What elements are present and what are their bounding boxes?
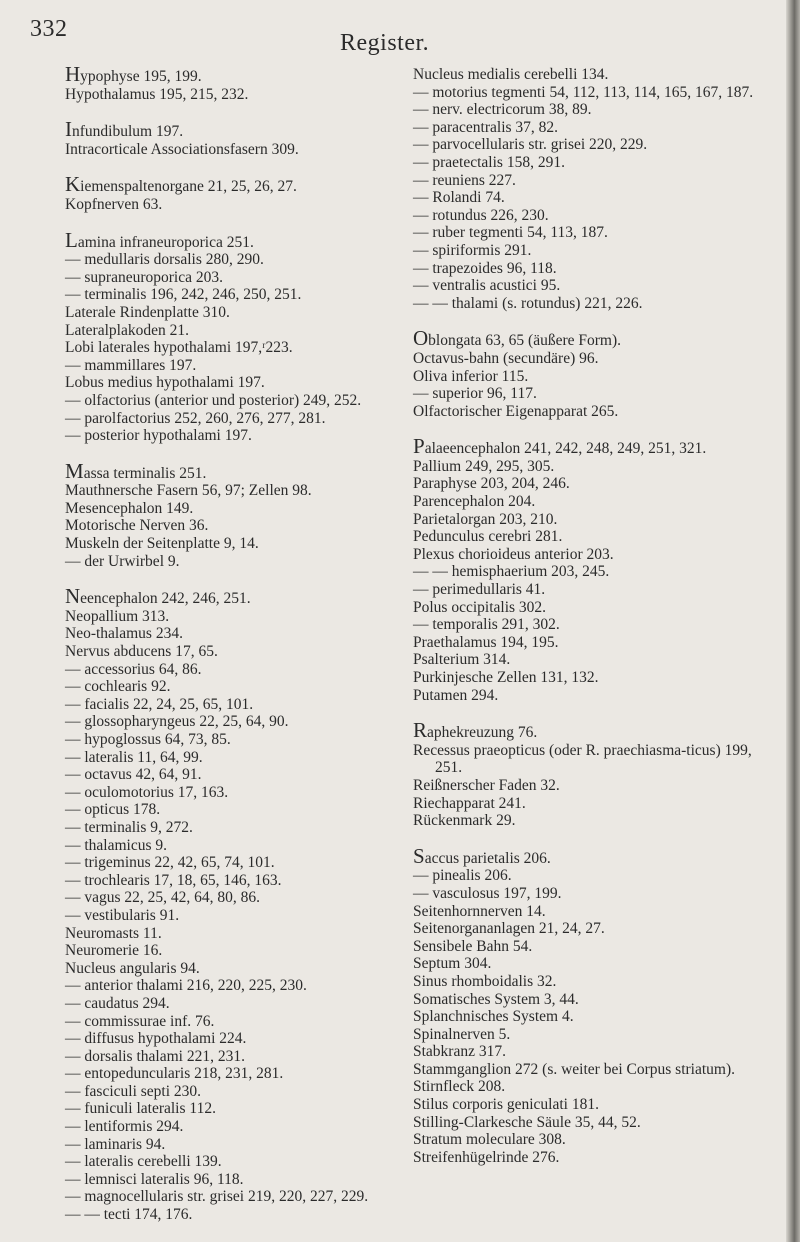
- index-entry: Neuromasts 11.: [65, 924, 162, 942]
- index-entry: Nucleus angularis 94.: [65, 959, 200, 977]
- index-group-r: [413, 718, 773, 830]
- index-entry: Seitenorgananlagen 21, 24, 27.: [413, 920, 605, 938]
- index-entry: Recessus praeopticus (oder R. praechiasma-ticus) 199, 251.: [413, 741, 752, 777]
- index-entry: Spinalnerven 5.: [413, 1025, 511, 1043]
- index-entry: — praetectalis 158, 291.: [413, 153, 565, 171]
- index-entry: — octavus 42, 64, 91.: [65, 766, 202, 784]
- index-entry: — vestibularis 91.: [65, 906, 180, 924]
- index-entry: Splanchnisches System 4.: [413, 1008, 574, 1026]
- index-entry: Raphekreuzung 76.: [413, 718, 538, 743]
- index-entry: — diffusus hypothalami 224.: [65, 1030, 247, 1048]
- index-entry: — commissurae inf. 76.: [65, 1012, 215, 1030]
- index-entry: — mammillares 197.: [65, 356, 197, 374]
- index-entry: Octavus-bahn (secundäre) 96.: [413, 349, 599, 367]
- index-column-left: [65, 62, 450, 1242]
- index-entry: — lateralis 11, 64, 99.: [65, 748, 203, 766]
- index-entry: — perimedullaris 41.: [413, 581, 546, 599]
- index-entry: — vasculosus 197, 199.: [413, 884, 562, 902]
- index-entry: — — thalami (s. rotundus) 221, 226.: [413, 294, 643, 312]
- index-entry: Neencephalon 242, 246, 251.: [65, 584, 251, 609]
- index-entry: — cochlearis 92.: [65, 678, 171, 696]
- index-entry: Stabkranz 317.: [413, 1043, 506, 1061]
- index-entry: — temporalis 291, 302.: [413, 616, 560, 634]
- index-entry: — parolfactorius 252, 260, 276, 277, 281.: [65, 409, 326, 427]
- index-group-m: [65, 458, 450, 571]
- index-entry: — medullaris dorsalis 280, 290.: [65, 251, 264, 269]
- index-entry: Oliva inferior 115.: [413, 367, 529, 385]
- index-entry: Saccus parietalis 206.: [413, 843, 551, 868]
- index-entry: — oculomotorius 17, 163.: [65, 783, 229, 801]
- index-entry: Lamina infraneuroporica 251.: [65, 227, 254, 252]
- index-entry: Olfactorischer Eigenapparat 265.: [413, 402, 619, 420]
- index-group-p: [413, 434, 773, 704]
- index-entry: Lobi laterales hypothalami 197,ʳ223.: [65, 339, 293, 357]
- index-entry: Lobus medius hypothalami 197.: [65, 374, 265, 392]
- index-entry: — lateralis cerebelli 139.: [65, 1153, 222, 1171]
- page-edge: [786, 0, 800, 1242]
- index-entry: — thalamicus 9.: [65, 836, 168, 854]
- index-entry: — entopeduncularis 218, 231, 281.: [65, 1065, 284, 1083]
- index-entry: Neuromerie 16.: [65, 942, 163, 960]
- index-entry: — motorius tegmenti 54, 112, 113, 114, 165, 167, 187.: [413, 83, 754, 101]
- index-entry: Putamen 294.: [413, 686, 499, 704]
- index-entry: — opticus 178.: [65, 801, 161, 819]
- index-entry: Streifenhügelrinde 276.: [413, 1148, 560, 1166]
- index-entry: Muskeln der Seitenplatte 9, 14.: [65, 535, 259, 553]
- index-entry: — glossopharyngeus 22, 25, 64, 90.: [65, 713, 289, 731]
- index-entry: Nucleus medialis cerebelli 134.: [413, 66, 609, 83]
- index-entry: — superior 96, 117.: [413, 385, 537, 403]
- index-group-n: [65, 584, 450, 1224]
- index-entry: Parietalorgan 203, 210.: [413, 510, 558, 528]
- index-entry: Mauthnersche Fasern 56, 97; Zellen 98.: [65, 482, 312, 500]
- index-entry: Laterale Rindenplatte 310.: [65, 303, 230, 321]
- index-entry: — laminaris 94.: [65, 1135, 166, 1153]
- index-entry: — ventralis acustici 95.: [413, 277, 561, 295]
- index-entry: Praethalamus 194, 195.: [413, 633, 559, 651]
- index-entry: Septum 304.: [413, 955, 492, 973]
- index-entry: — rotundus 226, 230.: [413, 206, 549, 224]
- index-entry: Massa terminalis 251.: [65, 458, 207, 483]
- index-entry: — supraneuroporica 203.: [65, 268, 223, 286]
- index-entry: Palaeencephalon 241, 242, 248, 249, 251, 321.: [413, 434, 707, 459]
- index-entry: Somatisches System 3, 44.: [413, 990, 579, 1008]
- index-entry: — anterior thalami 216, 220, 225, 230.: [65, 977, 307, 995]
- index-entry: Pallium 249, 295, 305.: [413, 457, 555, 475]
- index-entry: Purkinjesche Zellen 131, 132.: [413, 669, 599, 686]
- index-entry: — parvocellularis str. grisei 220, 229.: [413, 136, 648, 154]
- index-entry: Stilling-Clarkesche Säule 35, 44, 52.: [413, 1113, 641, 1131]
- index-entry: — facialis 22, 24, 25, 65, 101.: [65, 695, 254, 713]
- index-entry: Stilus corporis geniculati 181.: [413, 1096, 599, 1114]
- index-entry: — — hemisphaerium 203, 245.: [413, 563, 610, 581]
- index-entry: Oblongata 63, 65 (äußere Form).: [413, 326, 622, 351]
- index-entry: — ruber tegmenti 54, 113, 187.: [413, 224, 608, 242]
- index-entry: — caudatus 294.: [65, 994, 170, 1012]
- index-entry: — magnocellularis str. grisei 219, 220, 227, 229.: [65, 1188, 369, 1206]
- index-entry: Intracorticale Associationsfasern 309.: [65, 140, 299, 158]
- index-entry: Hypothalamus 195, 215, 232.: [65, 85, 249, 103]
- index-entry: Riechapparat 241.: [413, 794, 526, 812]
- index-entry: — der Urwirbel 9.: [65, 552, 180, 570]
- index-entry: Motorische Nerven 36.: [65, 517, 209, 535]
- index-entry: Plexus chorioideus anterior 203.: [413, 545, 614, 563]
- index-entry: — accessorius 64, 86.: [65, 660, 202, 678]
- index-entry: Sinus rhomboidalis 32.: [413, 972, 557, 990]
- index-entry: Paraphyse 203, 204, 246.: [413, 475, 570, 493]
- index-entry: — funiculi lateralis 112.: [65, 1100, 216, 1118]
- index-entry: — terminalis 9, 272.: [65, 818, 193, 836]
- index-entry: — trigeminus 22, 42, 65, 74, 101.: [65, 854, 275, 872]
- index-entry: Parencephalon 204.: [413, 493, 536, 511]
- index-entry: Neopallium 313.: [65, 607, 170, 625]
- index-entry: — terminalis 196, 242, 246, 250, 251.: [65, 286, 302, 304]
- index-entry: Kiemenspaltenorgane 21, 25, 26, 27.: [65, 172, 297, 197]
- index-entry: Seitenhornnerven 14.: [413, 902, 546, 920]
- index-entry: Lateralplakoden 21.: [65, 321, 189, 339]
- index-entry: Stirnfleck 208.: [413, 1078, 506, 1096]
- index-entry: — fasciculi septi 230.: [65, 1082, 202, 1100]
- index-entry: Hypophyse 195, 199.: [65, 62, 202, 86]
- index-entry: Pedunculus cerebri 281.: [413, 528, 563, 546]
- index-entry: — trochlearis 17, 18, 65, 146, 163.: [65, 871, 282, 889]
- index-entry: — Rolandi 74.: [413, 189, 505, 207]
- index-entry: — dorsalis thalami 221, 231.: [65, 1047, 245, 1065]
- index-entry: Stammganglion 272 (s. weiter bei Corpus striatum).: [413, 1060, 736, 1078]
- index-group: [413, 66, 773, 312]
- index-entry: — lemnisci lateralis 96, 118.: [65, 1170, 244, 1188]
- index-group-o: [413, 326, 773, 420]
- index-entry: — posterior hypothalami 197.: [65, 427, 252, 445]
- index-group-h: [65, 62, 450, 103]
- index-entry: Infundibulum 197.: [65, 117, 184, 142]
- index-entry: — pinealis 206.: [413, 867, 512, 885]
- index-group-s: [413, 843, 773, 1167]
- index-group-k: [65, 172, 450, 213]
- index-entry: — spiriformis 291.: [413, 241, 532, 259]
- index-entry: — vagus 22, 25, 42, 64, 80, 86.: [65, 889, 261, 907]
- index-entry: Rückenmark 29.: [413, 812, 516, 830]
- running-head: Register.: [340, 30, 430, 56]
- index-entry: Stratum moleculare 308.: [413, 1131, 566, 1149]
- index-entry: Neo-thalamus 234.: [65, 625, 183, 643]
- page-header: [0, 16, 800, 56]
- index-entry: Nervus abducens 17, 65.: [65, 643, 218, 661]
- index-entry: Psalterium 314.: [413, 651, 511, 669]
- index-entry: Polus occipitalis 302.: [413, 598, 547, 616]
- page-number: 332: [30, 16, 68, 42]
- index-entry: Reißnerscher Faden 32.: [413, 776, 560, 794]
- index-entry: Mesencephalon 149.: [65, 499, 194, 517]
- index-group-l: [65, 227, 450, 445]
- index-column-right: [413, 66, 773, 1184]
- index-entry: — nerv. electricorum 38, 89.: [413, 101, 592, 119]
- index-entry: Kopfnerven 63.: [65, 195, 163, 213]
- index-entry: — olfactorius (anterior und posterior) 249, 252.: [65, 391, 362, 409]
- index-entry: — trapezoides 96, 118.: [413, 259, 557, 277]
- index-entry: — reuniens 227.: [413, 171, 516, 189]
- index-entry: — paracentralis 37, 82.: [413, 118, 559, 136]
- index-entry: Sensibele Bahn 54.: [413, 937, 533, 955]
- index-entry: — hypoglossus 64, 73, 85.: [65, 731, 231, 748]
- index-group-i: [65, 117, 450, 158]
- index-entry: — lentiformis 294.: [65, 1118, 184, 1136]
- index-entry: — — tecti 174, 176.: [65, 1206, 193, 1224]
